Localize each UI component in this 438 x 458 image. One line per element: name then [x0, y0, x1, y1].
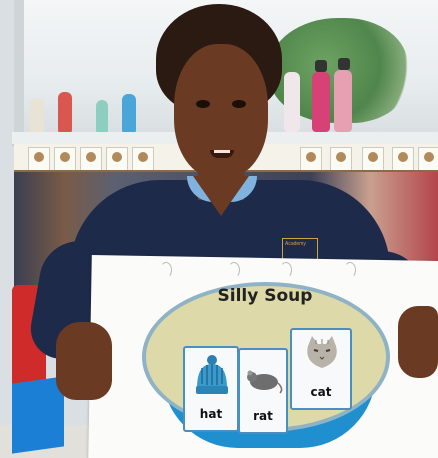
steam-squiggle [160, 262, 172, 278]
rat-icon [244, 364, 284, 394]
word-cat: cat [310, 385, 332, 399]
name-label-card [132, 147, 154, 171]
woolly-hat-icon [192, 354, 232, 398]
name-label-card [300, 147, 322, 171]
left-eye [196, 100, 210, 108]
school-badge [282, 238, 318, 260]
name-label-card [392, 147, 414, 171]
bottle-cap [338, 58, 350, 70]
water-bottle [334, 70, 352, 132]
left-hand [56, 322, 112, 400]
name-label-card [330, 147, 352, 171]
sweater-v-neck [193, 176, 249, 216]
water-bottle [122, 94, 136, 134]
worksheet-title: Silly Soup [217, 286, 313, 306]
name-label-card [80, 147, 102, 171]
word-card-hat [183, 346, 239, 432]
name-label-card [362, 147, 384, 171]
steam-squiggle [228, 262, 240, 278]
bottle-cap [315, 60, 327, 72]
name-label-card [106, 147, 128, 171]
water-bottle [96, 100, 108, 134]
right-hand [398, 306, 438, 378]
name-label-card [28, 147, 50, 171]
blue-tray [12, 376, 64, 453]
steam-squiggle [344, 262, 356, 278]
right-eye [232, 100, 246, 108]
word-card-cat [290, 328, 352, 410]
name-label-card [418, 147, 438, 171]
water-bottle [58, 92, 72, 134]
water-bottle [312, 72, 330, 132]
word-hat: hat [199, 407, 223, 421]
word-card-rat [238, 348, 288, 434]
word-rat: rat [253, 409, 273, 423]
child-teeth [214, 150, 230, 153]
name-label-card [54, 147, 76, 171]
water-bottle [284, 72, 300, 132]
steam-squiggle [280, 262, 292, 278]
water-bottle [30, 98, 44, 134]
badge-text: Academy [285, 241, 306, 247]
cat-icon [302, 336, 342, 372]
